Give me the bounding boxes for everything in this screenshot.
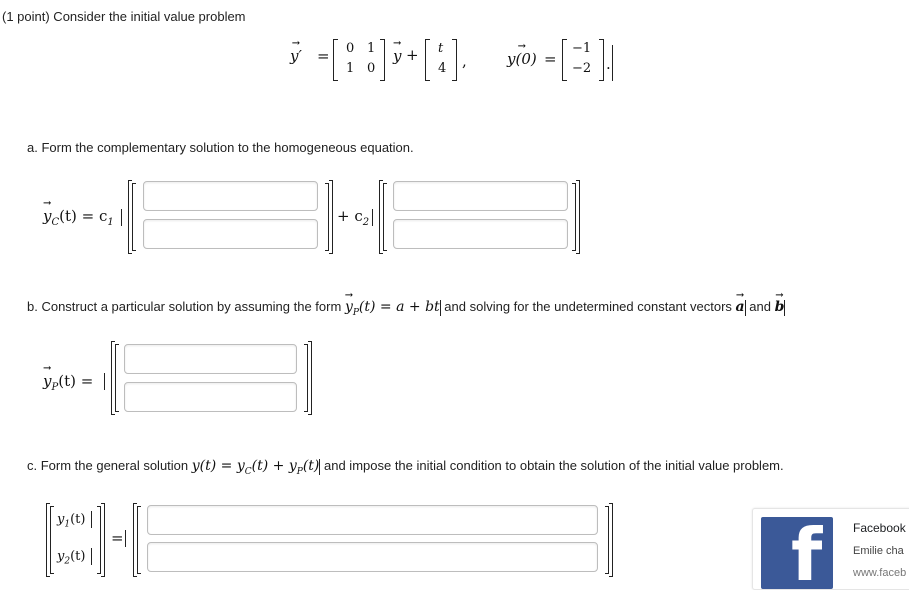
bracket-left [137, 506, 141, 574]
y2-label: $y_2(t)$ [57, 549, 86, 567]
bracket-right [329, 180, 333, 254]
forcing-vector: t 4 [425, 39, 457, 81]
cursor-a2 [372, 209, 373, 226]
cursor-y1 [91, 511, 92, 528]
complementary-vector-1-row-2[interactable] [143, 219, 318, 249]
ode-equals: = [317, 47, 330, 65]
bracket-right [308, 341, 312, 415]
bracket-right [609, 503, 613, 577]
cursor-y2 [91, 548, 92, 565]
cursor-c [125, 530, 126, 547]
ode-plus: + [406, 46, 419, 64]
particular-vector-row-1[interactable] [124, 344, 297, 374]
cursor-a1 [121, 209, 122, 226]
part-c-equals: = [111, 529, 124, 547]
ic-period: . [606, 55, 611, 73]
particular-vector-row-2[interactable] [124, 382, 297, 412]
part-b-prompt: b. Construct a particular solution by assuming the form → $y_P(t) = a$ + bt and solving for the undetermined constant vectors → a and → b [27, 299, 785, 318]
facebook-share-card[interactable] [752, 508, 909, 590]
ode-comma: , [462, 52, 467, 70]
part-a-prompt: a. Form the complementary solution to the homogeneous equation. [27, 140, 414, 155]
facebook-card-url: www.faceb [853, 567, 907, 579]
part-a-lhs: → $y_C(t) = c_1$ [43, 207, 114, 228]
facebook-card-title: Facebook [853, 521, 906, 535]
ode-y: → y [393, 47, 401, 65]
solution-vector-row-1[interactable] [147, 505, 598, 535]
ode-lhs: → y′ [290, 47, 302, 65]
part-c-prompt: c. Form the general solution $y(t) = y_C(t) + y_P(t)$ and impose the initial condition to obtain the solution of the initial value problem. [27, 458, 784, 477]
coefficient-matrix: 0 1 1 0 [333, 39, 385, 81]
complementary-vector-2-row-1[interactable] [393, 181, 568, 211]
bracket-left [383, 183, 387, 251]
bracket-left [132, 183, 136, 251]
initial-condition-vector: −1 −2 [562, 39, 604, 81]
ic-lhs: → y(0) [507, 50, 537, 68]
solution-vector-row-2[interactable] [147, 542, 598, 572]
bracket-right [101, 503, 105, 577]
bracket-left [115, 344, 119, 412]
bracket-right [576, 180, 580, 254]
bracket-left [50, 506, 54, 574]
problem-header: (1 point) Consider the initial value problem [2, 9, 246, 24]
cursor-b [104, 373, 105, 390]
complementary-vector-1-row-1[interactable] [143, 181, 318, 211]
y1-label: $y_1(t)$ [57, 512, 86, 530]
ic-equals: = [544, 50, 557, 68]
text-cursor [612, 45, 613, 81]
facebook-icon: f [761, 517, 833, 589]
facebook-card-subtitle: Emilie cha [853, 545, 904, 557]
complementary-vector-2-row-2[interactable] [393, 219, 568, 249]
part-a-c2: + $c_2$ [337, 207, 370, 228]
part-b-lhs: → $y_P(t)$ = [43, 372, 93, 393]
